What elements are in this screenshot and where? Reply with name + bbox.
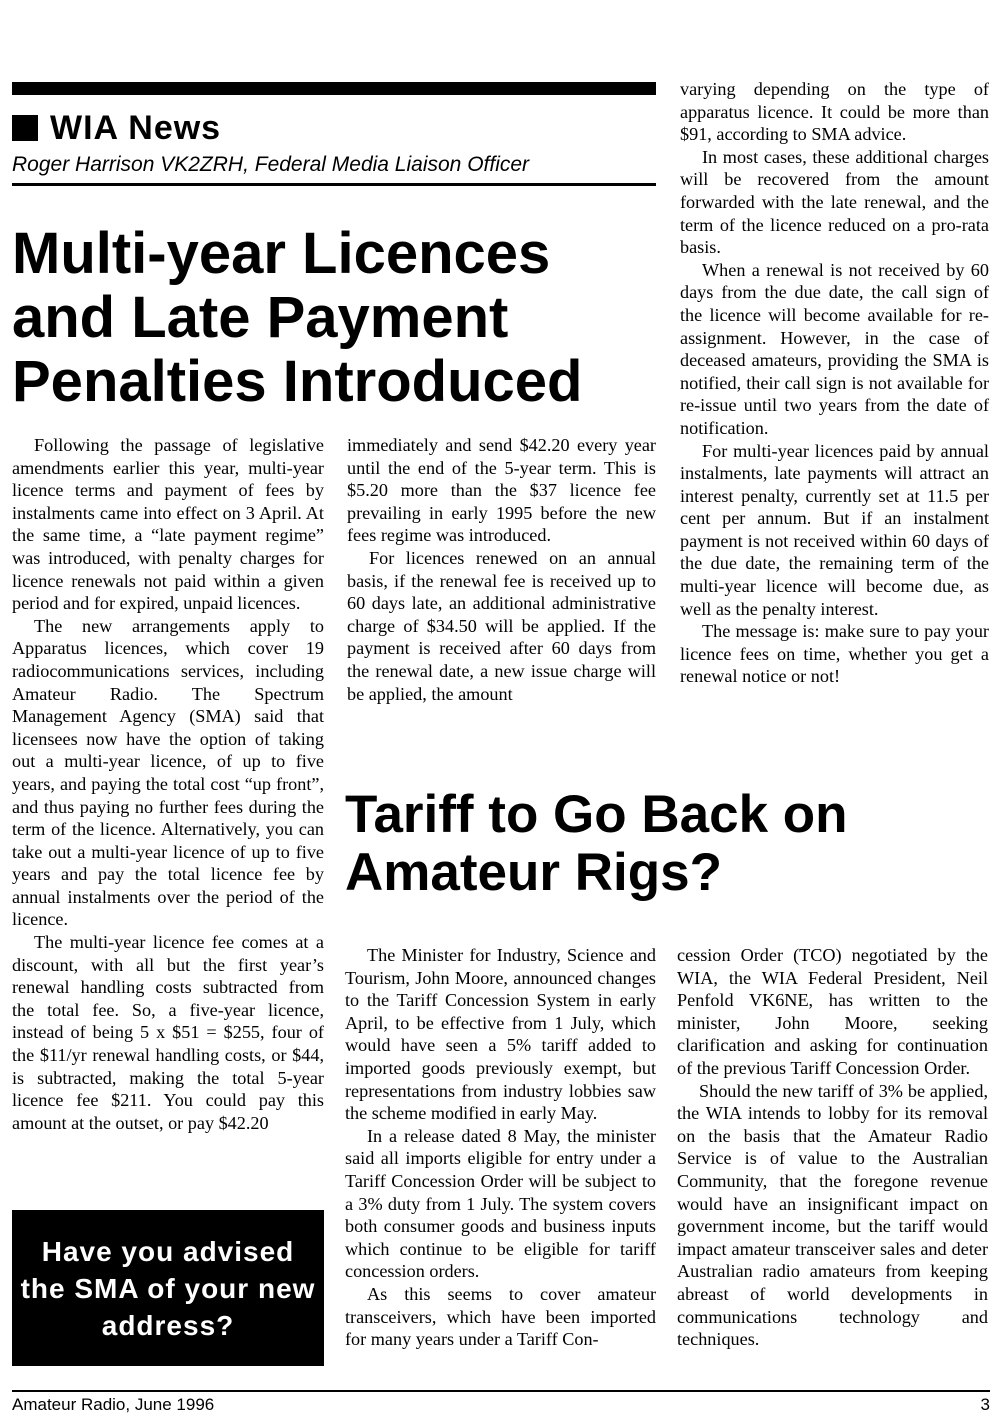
paragraph: In a release dated 8 May, the minister said all imports eligible for entry under a Tariff Concession Order will be subject to a 3% duty from 1 July. The system covers both consumer goods and business inputs which continue to be eligible for tariff concession orders.	[345, 1125, 656, 1282]
article1-headline: Multi-year Licences and Late Payment Penalties Introduced	[12, 221, 583, 414]
top-rule	[12, 82, 656, 95]
section-title-text: WIA News	[50, 109, 222, 147]
article1-column-2	[347, 434, 656, 705]
article1-column-1	[12, 434, 324, 1134]
paragraph: For multi-year licences paid by annual instalments, late payments will attract an interest penalty, currently set at 11.5 per cent per annum. But if an instalment payment is not received within 60 days of the due date, the remaining term of the multi-year licence will become due, as well as the penalty interest.	[680, 440, 989, 619]
byline-rule	[12, 183, 656, 186]
square-bullet-icon	[12, 115, 38, 141]
article2-column-2	[677, 944, 988, 1351]
byline: Roger Harrison VK2ZRH, Federal Media Liaison Officer	[12, 153, 530, 176]
paragraph: For licences renewed on an annual basis, if the renewal fee is received up to 60 days late, an additional administrative charge of $34.50 will be applied. If the payment is received after 60 days from the renewal date, a new issue charge will be applied, the amount	[347, 547, 656, 704]
article1-column-3	[680, 78, 989, 688]
paragraph: cession Order (TCO) negotiated by the WIA, the WIA Federal President, Neil Penfold VK6NE, has written to the minister, John Moore, seeking clarification and asking for continuation of the previous Tariff Concession Order.	[677, 945, 988, 1078]
paragraph: When a renewal is not received by 60 days from the due date, the call sign of the licence will become available for re-assignment. However, in the case of deceased amateurs, providing the SMA is notified, their call sign is not available for re-issue until two years from the date of notification.	[680, 259, 989, 438]
paragraph: Should the new tariff of 3% be applied, the WIA intends to lobby for its removal on the basis that the Amateur Radio Service is of value to the Australian Community, that the foregone revenue would have an insignificant impact on government income, but the tariff would impact amateur transceiver sales and deter Australian radio amateurs from keeping abreast of world developments in communications technology and techniques.	[677, 1080, 988, 1350]
paragraph: As this seems to cover amateur transceivers, which have been imported for many years under a Tariff Con-	[345, 1283, 656, 1350]
paragraph: varying depending on the type of apparatus licence. It could be more than $91, according to SMA advice.	[680, 79, 989, 145]
paragraph: The new arrangements apply to Apparatus licences, which cover 19 radiocommunications services, including Amateur Radio. The Spectrum Management Agency (SMA) said that licensees now have the option of taking out a multi-year licence, of up to five years, and paying the total cost “up front”, and thus paying no further fees during the term of the licence. Alternatively, you can take out a multi-year licence of up to five years and pay the total licence fee by annual instalments over the period of the licence.	[12, 615, 324, 930]
article2-headline: Tariff to Go Back on Amateur Rigs?	[345, 785, 848, 902]
paragraph: immediately and send $42.20 every year until the end of the 5-year term. This is $5.20 more than the $37 licence fee prevailing in early 1995 before the new fees regime was introduced.	[347, 435, 656, 546]
address-reminder-box	[12, 1210, 324, 1366]
footer-publication: Amateur Radio, June 1996	[12, 1395, 215, 1414]
paragraph: The Minister for Industry, Science and Tourism, John Moore, announced changes to the Tariff Concession System in early April, to be effective from 1 July, which would have seen a 5% tariff added to imported goods previously exempt, but representations from industry lobbies saw the scheme modified in early May.	[345, 945, 656, 1124]
paragraph: Following the passage of legislative amendments earlier this year, multi-year licence terms and payment of fees by instalments came into effect on 3 April. At the same time, a “late payment regime” was introduced, with penalty charges for licence renewals not paid within a given period and for expired, unpaid licences.	[12, 435, 324, 614]
paragraph: The message is: make sure to pay your licence fees on time, whether you get a renewal notice or not!	[680, 621, 989, 687]
page-number: 3	[980, 1395, 990, 1414]
paragraph: In most cases, these additional charges will be recovered from the amount forwarded with the late renewal, and the term of the licence reduced on a pro-rata basis.	[680, 146, 989, 258]
section-title	[12, 108, 221, 148]
paragraph: The multi-year licence fee comes at a discount, with all but the first year’s renewal handling costs subtracted from the total fee. So, a five-year licence, instead of being 5 x $51 = $255, four of the $11/yr renewal handling costs, or $44, is subtracted, making the total 5-year licence fee $211. You could pay this amount at the outset, or pay $42.20	[12, 932, 324, 1133]
article2-column-1	[345, 944, 656, 1351]
footer-rule	[12, 1390, 990, 1392]
address-reminder-text: Have you advised the SMA of your new address?	[20, 1235, 316, 1341]
